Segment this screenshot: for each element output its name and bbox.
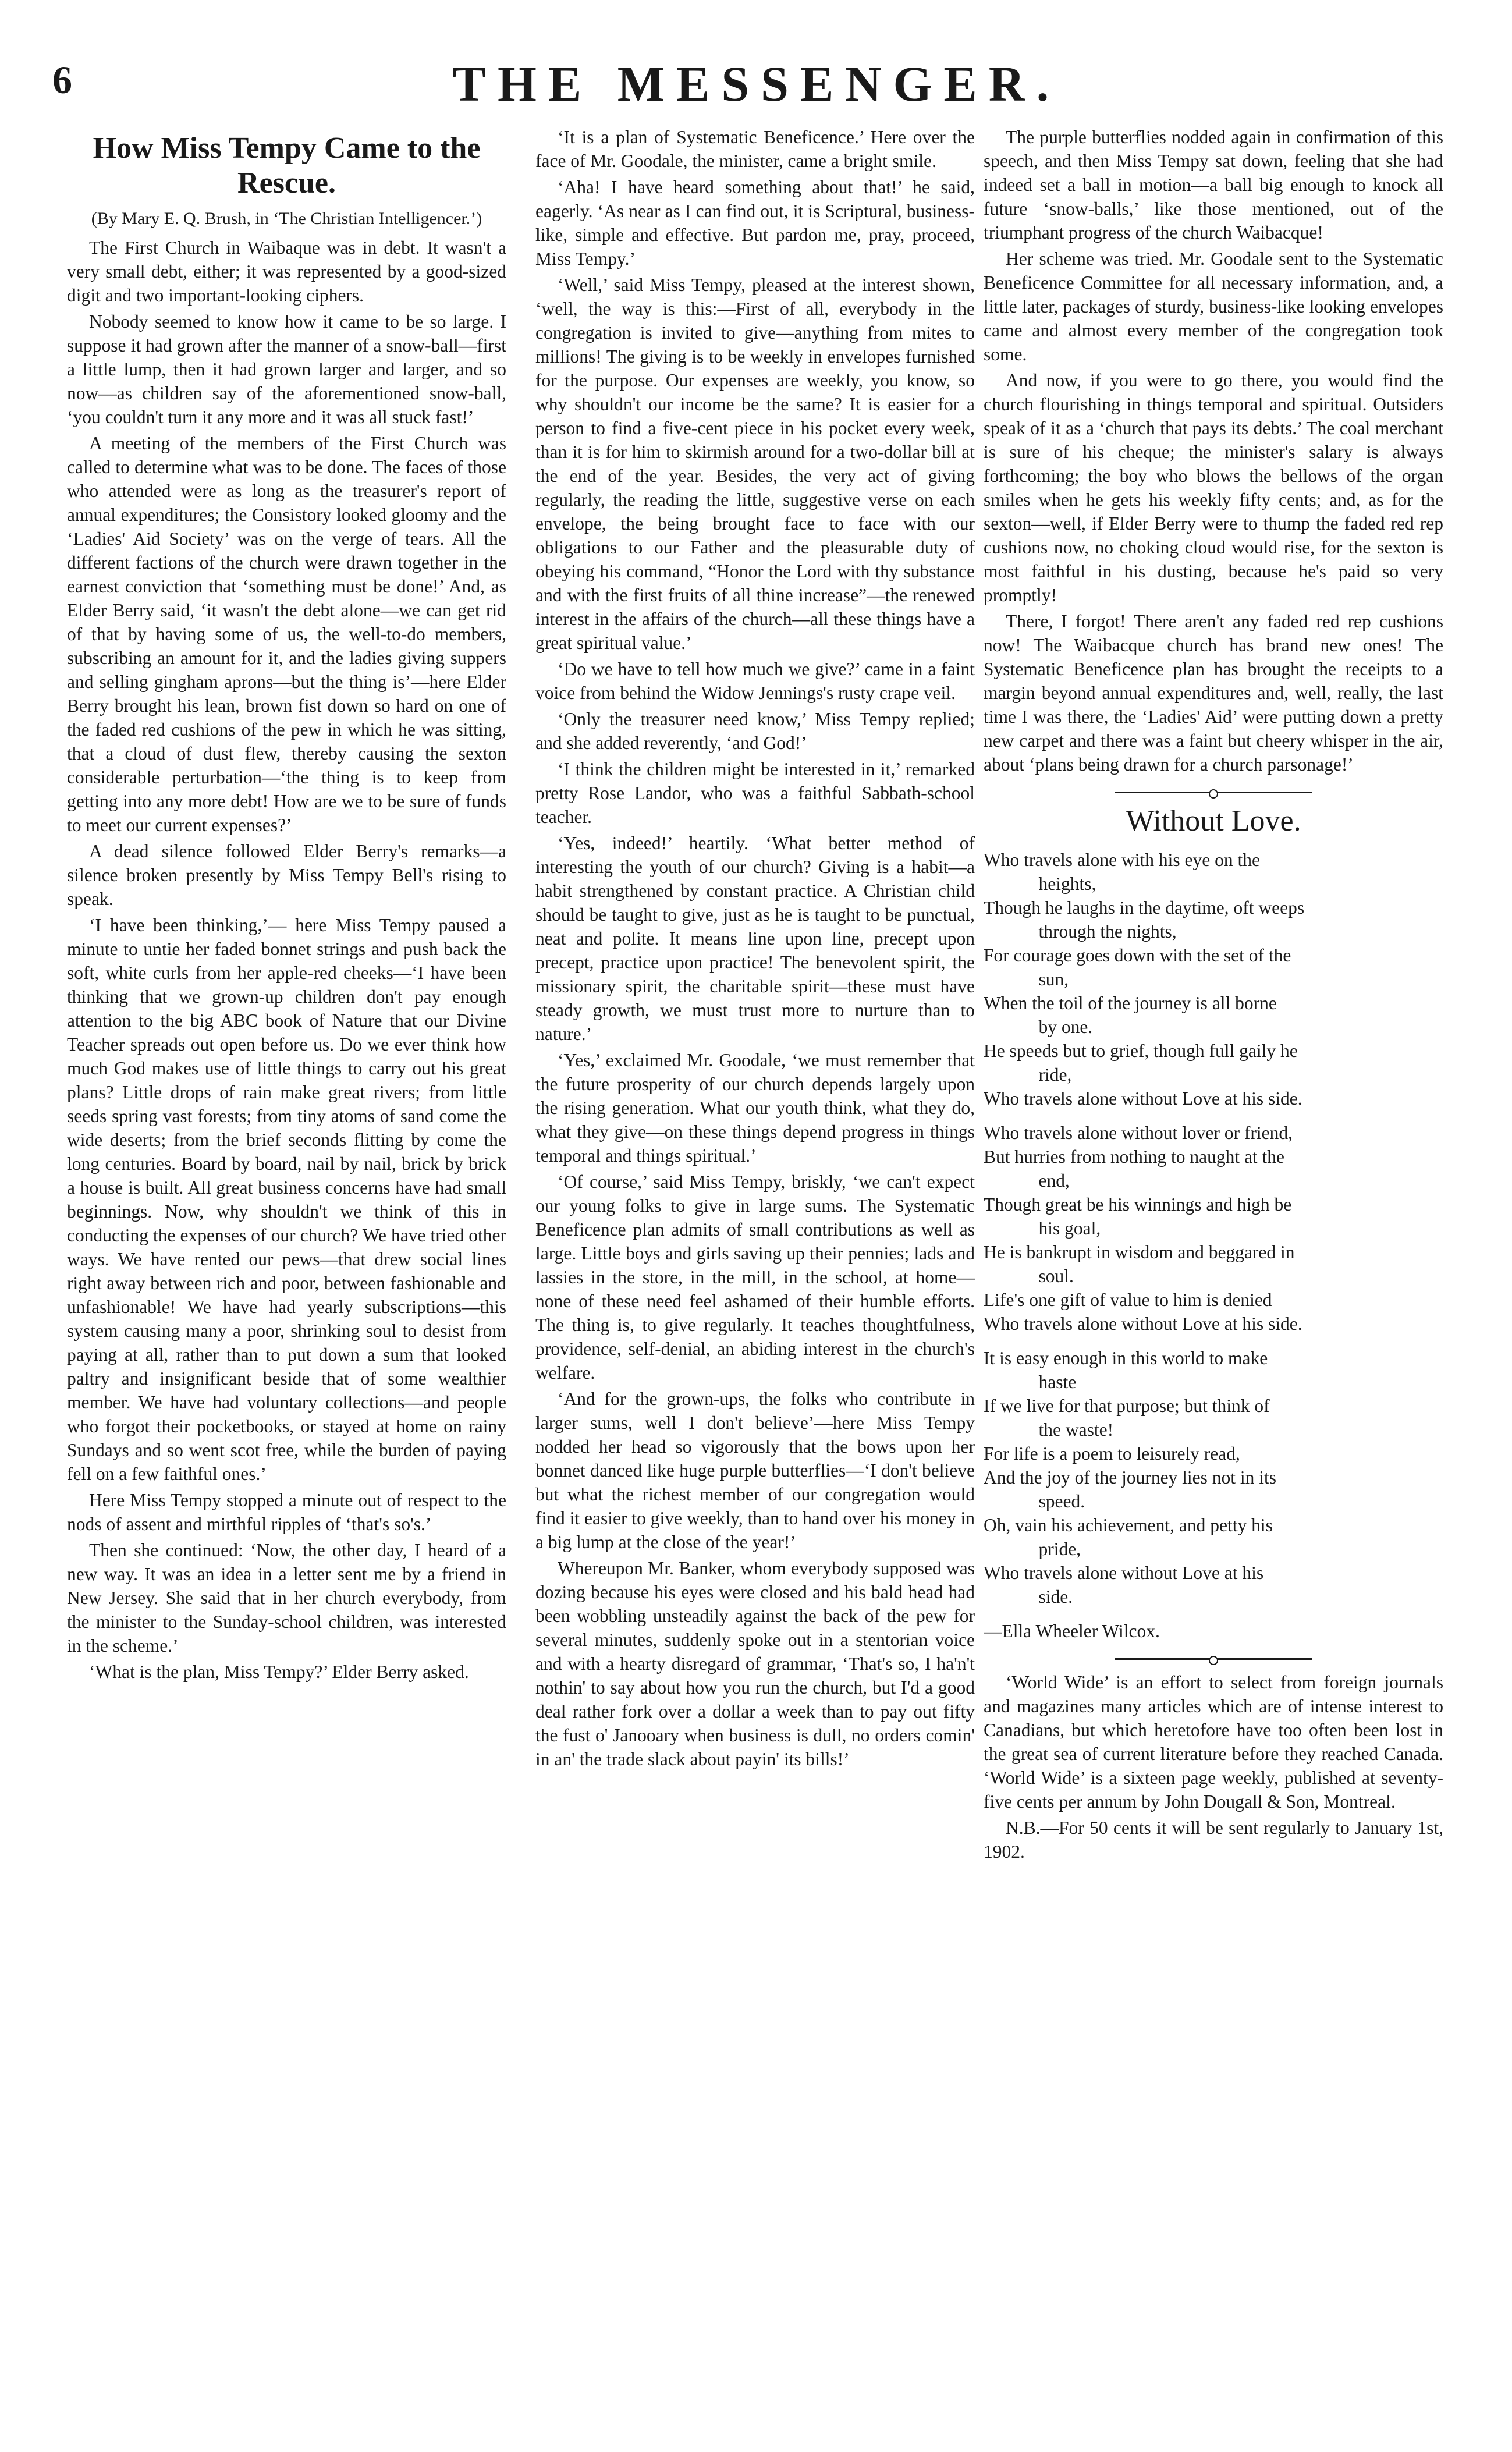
article-paragraph: The First Church in Waibaque was in debt. It wasn't a very small debt, either; it was represented by a good-sized digit and two important-looking ciphers. — [67, 237, 506, 306]
poem-line: For courage goes down with the set of the — [984, 945, 1291, 966]
poem-line: When the toil of the journey is all borne — [984, 993, 1277, 1013]
poem-line: Who travels alone without Love at his side. — [984, 1314, 1302, 1334]
poem-line: haste — [1038, 1372, 1077, 1392]
poem-author: —Ella Wheeler Wilcox. — [984, 1621, 1160, 1641]
article-headline: How Miss Tempy Came to the Rescue. — [93, 132, 481, 200]
article-paragraph: A dead silence followed Elder Berry's remarks—a silence broken presently by Miss Tempy Bell's rising to speak. — [67, 841, 506, 909]
article-paragraph: ‘Do we have to tell how much we give?’ came in a faint voice from behind the Widow Jennings's rusty crape veil. — [535, 659, 975, 703]
poem-line: ride, — [1038, 1064, 1072, 1085]
poem-line: end, — [1038, 1170, 1070, 1191]
article-paragraph: ‘Yes,’ exclaimed Mr. Goodale, ‘we must remember that the future prosperity of our church depends largely upon the rising generation. What our youth think, what they do, what they give—on these things depend progress in things temporal and things spiritual.’ — [535, 1050, 975, 1166]
poem-line: heights, — [1038, 874, 1096, 894]
poem-line: speed. — [1038, 1491, 1085, 1511]
poem-line: It is easy enough in this world to make — [984, 1348, 1268, 1368]
poem-stanza — [984, 1121, 1443, 1336]
article-paragraph: There, I forgot! There aren't any faded red rep cushions now! The Waibacque church has brand new ones! The Systematic Beneficence plan has brought the receipts to a margin beyond annual expenditures and, well, really, the last time I was there, the ‘Ladies' Aid’ were putting down a pretty new carpet and there was a faint but cheery whisper in the air, about ‘plans being drawn for a church parsonage!’ — [984, 611, 1443, 775]
poem-line: his goal, — [1038, 1218, 1101, 1239]
page-number: 6 — [52, 58, 72, 102]
poem-line: And the joy of the journey lies not in its — [984, 1467, 1277, 1488]
column-1 — [67, 125, 506, 2418]
poem-line: Life's one gift of value to him is denied — [984, 1290, 1272, 1310]
poem-line: soul. — [1038, 1266, 1074, 1286]
article-paragraph: ‘And for the grown-ups, the folks who contribute in larger sums, well I don't believe’—here Miss Tempy nodded her head so vigorously that the bows upon her bonnet danced like huge purple butterflies—‘I don't believe but what the richest member of our congregation would find it easier to give weekly, than to hand over his money in a big lump at the close of the year!’ — [535, 1389, 975, 1552]
notice-paragraph: N.B.—For 50 cents it will be sent regularly to January 1st, 1902. — [984, 1818, 1443, 1862]
article-paragraph: ‘Well,’ said Miss Tempy, pleased at the interest shown, ‘well, the way is this:—First of all, everybody in the congregation is invited to give—anything from mites to millions! The giving is to be weekly in envelopes furnished for the purpose. Our expenses are weekly, you know, so why shouldn't our income be the same? It is easier for a person to find a five-cent piece in his pocket every week, than it is for him to skirmish around for a two-dollar bill at the end of the year. Besides, the very act of giving regularly, the reading the little, suggestive verse on each envelope, the being brought face to face with our obligations to our Father and the pleasurable duty of obeying his command, “Honor the Lord with thy substance and with the first fruits of all thine increase”—the renewed interest in the affairs of the church—all these things have a great spiritual value.’ — [535, 275, 975, 653]
poem-line: For life is a poem to leisurely read, — [984, 1443, 1240, 1464]
article-paragraph: Her scheme was tried. Mr. Goodale sent to the Systematic Beneficence Committee for all necessary information, and, a little later, packages of sturdy, business-like looking envelopes came and almost every member of the congregation took some. — [984, 249, 1443, 364]
poem-line: Who travels alone without lover or friend, — [984, 1123, 1293, 1143]
poem-stanza — [984, 1346, 1443, 1609]
poem-line: If we live for that purpose; but think of — [984, 1396, 1270, 1416]
section-divider — [1115, 1658, 1312, 1660]
newspaper-title: THE MESSENGER. — [452, 56, 1061, 112]
poem-line: Though he laughs in the daytime, oft weeps — [984, 897, 1305, 918]
article-paragraph: ‘Aha! I have heard something about that!’ he said, eagerly. ‘As near as I can find out, it is Scriptural, business-like, simple and effective. But pardon me, pray, proceed, Miss Tempy.’ — [535, 177, 975, 269]
article-paragraph: ‘What is the plan, Miss Tempy?’ Elder Berry asked. — [89, 1662, 469, 1682]
section-divider — [1115, 792, 1312, 793]
poem-line: side. — [1038, 1587, 1073, 1607]
poem-line: But hurries from nothing to naught at the — [984, 1147, 1285, 1167]
poem-line: through the nights, — [1038, 921, 1177, 942]
poem-line: Oh, vain his achievement, and petty his — [984, 1515, 1273, 1535]
poem-line: pride, — [1038, 1539, 1081, 1559]
article-paragraph: The purple butterflies nodded again in confirmation of this speech, and then Miss Tempy sat down, feeling that she had indeed set a ball in motion—a ball big enough to knock all future ‘snow-balls,’ like those mentioned, out of the triumphant progress of the church Waibacque! — [984, 127, 1443, 243]
article-paragraph: ‘Of course,’ said Miss Tempy, briskly, ‘we can't expect our young folks to give in large sums. The Systematic Beneficence plan admits of small contributions as well as large. Little boys and girls saving up their pennies; lads and lassies in the store, in the mill, in the school, at home—none of these need feel ashamed of their humble efforts. The thing is, to give regularly. It teaches thoughtfulness, providence, self-denial, an abiding interest in the church's welfare. — [535, 1172, 975, 1383]
masthead — [52, 52, 1461, 122]
article-paragraph: ‘Yes, indeed!’ heartily. ‘What better method of interesting the youth of our church? Giving is a habit—a habit strengthened by constant practice. A Christian child should be taught to give, just as he is taught to be punctual, neat and polite. It means line upon line, precept upon precept, practice upon practice! The benevolent spirit, the missionary spirit, the charitable spirit—these must have steady growth, we must trust more to nurture than to nature.’ — [535, 833, 975, 1044]
notice-paragraph: ‘World Wide’ is an effort to select from foreign journals and magazines many articles which are of intense interest to Canadians, but which heretofore have too often been lost in the great sea of current literature before they reached Canada. ‘World Wide’ is a sixteen page weekly, published at seventy-five cents per annum by John Dougall & Son, Montreal. — [984, 1672, 1443, 1812]
poem-line: Who travels alone with his eye on the — [984, 850, 1260, 870]
article-byline: (By Mary E. Q. Brush, in ‘The Christian Intelligencer.’) — [91, 209, 482, 228]
article-paragraph: Whereupon Mr. Banker, whom everybody supposed was dozing because his eyes were closed and his bald head had been wobbling unsteadily against the back of the pew for several minutes, suddenly spoke out in a stentorian voice and with a hearty disregard of grammar, ‘That's so, I ha'n't nothin' to say about how you run the church, but I'd a good deal rather fork over a dollar a week than to pay out fifty the fust o' Janooary when business is dull, no orders comin' in an' the trade slack about payin' its bills!’ — [535, 1558, 975, 1769]
poem-line: Though great be his winnings and high be — [984, 1194, 1292, 1215]
article-paragraph: Here Miss Tempy stopped a minute out of respect to the nods of assent and mirthful ripples of ‘that's so's.’ — [67, 1490, 506, 1534]
article-paragraph: Nobody seemed to know how it came to be so large. I suppose it had grown after the manner of a snow-ball—first a little lump, then it had grown larger and larger, and so now—as children say of the aforementioned snow-ball, ‘you couldn't turn it any more and it was all stuck fast!’ — [67, 311, 506, 427]
poem-stanza — [984, 848, 1443, 1110]
poem-line: the waste! — [1038, 1420, 1114, 1440]
column-3 — [984, 125, 1443, 2418]
poem-body — [984, 848, 1443, 1609]
article-paragraph: ‘I think the children might be interested in it,’ remarked pretty Rose Landor, who was a faithful Sabbath-school teacher. — [535, 759, 975, 827]
poem-line: He is bankrupt in wisdom and beggared in — [984, 1242, 1295, 1262]
column-2 — [535, 125, 975, 2418]
article-paragraph: ‘Only the treasurer need know,’ Miss Tempy replied; and she added reverently, ‘and God!’ — [535, 709, 975, 753]
article-paragraph: ‘I have been thinking,’— here Miss Tempy paused a minute to untie her faded bonnet strings and push back the soft, white curls from her apple-red cheeks—‘I have been thinking that we grown-up children don't pay enough attention to the big ABC book of Nature that our Divine Teacher spreads out open before us. Do we ever think how much God makes use of little things to carry out his great plans? Little drops of rain make great rivers; from little seeds spring vast forests; from tiny atoms of sand come the wide deserts; from the brief seconds flitting by come the long centuries. Board by board, nail by nail, brick by brick a house is built. All great business concerns have had small beginnings. Now, why shouldn't we think of this in conducting the expenses of our church? We have tried other ways. We have rented our pews—that drew social lines right away between rich and poor, between fashionable and unfashionable! We have had yearly subscriptions—this system causing many a poor, shrinking soul to desist from paying at all, rather than to put down a sum that looked paltry and insignificant beside that of some wealthier member. We have had voluntary collections—and people who forgot their pocketbooks, or stayed at home on rainy Sundays and so went scot free, while the burden of paying fell on a few faithful ones.’ — [67, 915, 506, 1484]
poem-line: Who travels alone without Love at his — [984, 1563, 1264, 1583]
article-paragraph: A meeting of the members of the First Church was called to determine what was to be done. The faces of those who attended were as long as the treasurer's report of annual expenditures; the Consistory looked gloomy and the ‘Ladies' Aid Society’ was on the verge of tears. All the different factions of the church were drawn together in the earnest conviction that ‘something must be done!’ And, as Elder Berry said, ‘it wasn't the debt alone—we can get rid of that by having some of us, the well-to-do members, subscribing an amount for it, and the ladies giving suppers and selling gingham aprons—but the thing is’—here Elder Berry brought his lean, brown fist down so hard on one of the faded red cushions of the pew in which he was sitting, that a cloud of dust flew, thereby causing the sexton considerable perturbation—‘the thing is to keep from getting into any more debt! How are we to be sure of funds to meet our current expenses?’ — [67, 433, 506, 835]
world-wide-notice — [984, 1670, 1443, 1864]
article-paragraph: Then she continued: ‘Now, the other day, I heard of a new way. It was an idea in a letter sent me by a friend in New Jersey. She said that in her church everybody, from the minister to the Sunday-school children, was interested in the scheme.’ — [67, 1540, 506, 1656]
poem-title: Without Love. — [1126, 804, 1301, 838]
poem-line: by one. — [1038, 1017, 1093, 1037]
poem-line: sun, — [1038, 969, 1069, 989]
poem-line: Who travels alone without Love at his side. — [984, 1088, 1302, 1109]
article-paragraph: ‘It is a plan of Systematic Beneficence.’ Here over the face of Mr. Goodale, the minister, came a bright smile. — [535, 127, 975, 171]
article-paragraph: And now, if you were to go there, you would find the church flourishing in things temporal and spiritual. Outsiders speak of it as a ‘church that pays its debts.’ The coal merchant is sure of his cheque; the minister's salary is always forthcoming; the boy who blows the bellows of the organ smiles when he gets his weekly fifty cents; and, as for the sexton—well, if Elder Berry were to thump the faded red rep cushions now, no choking cloud would rise, for the sexton is most faithful in his dusting, because he's paid so very promptly! — [984, 370, 1443, 605]
poem-line: He speeds but to grief, though full gaily he — [984, 1041, 1298, 1061]
